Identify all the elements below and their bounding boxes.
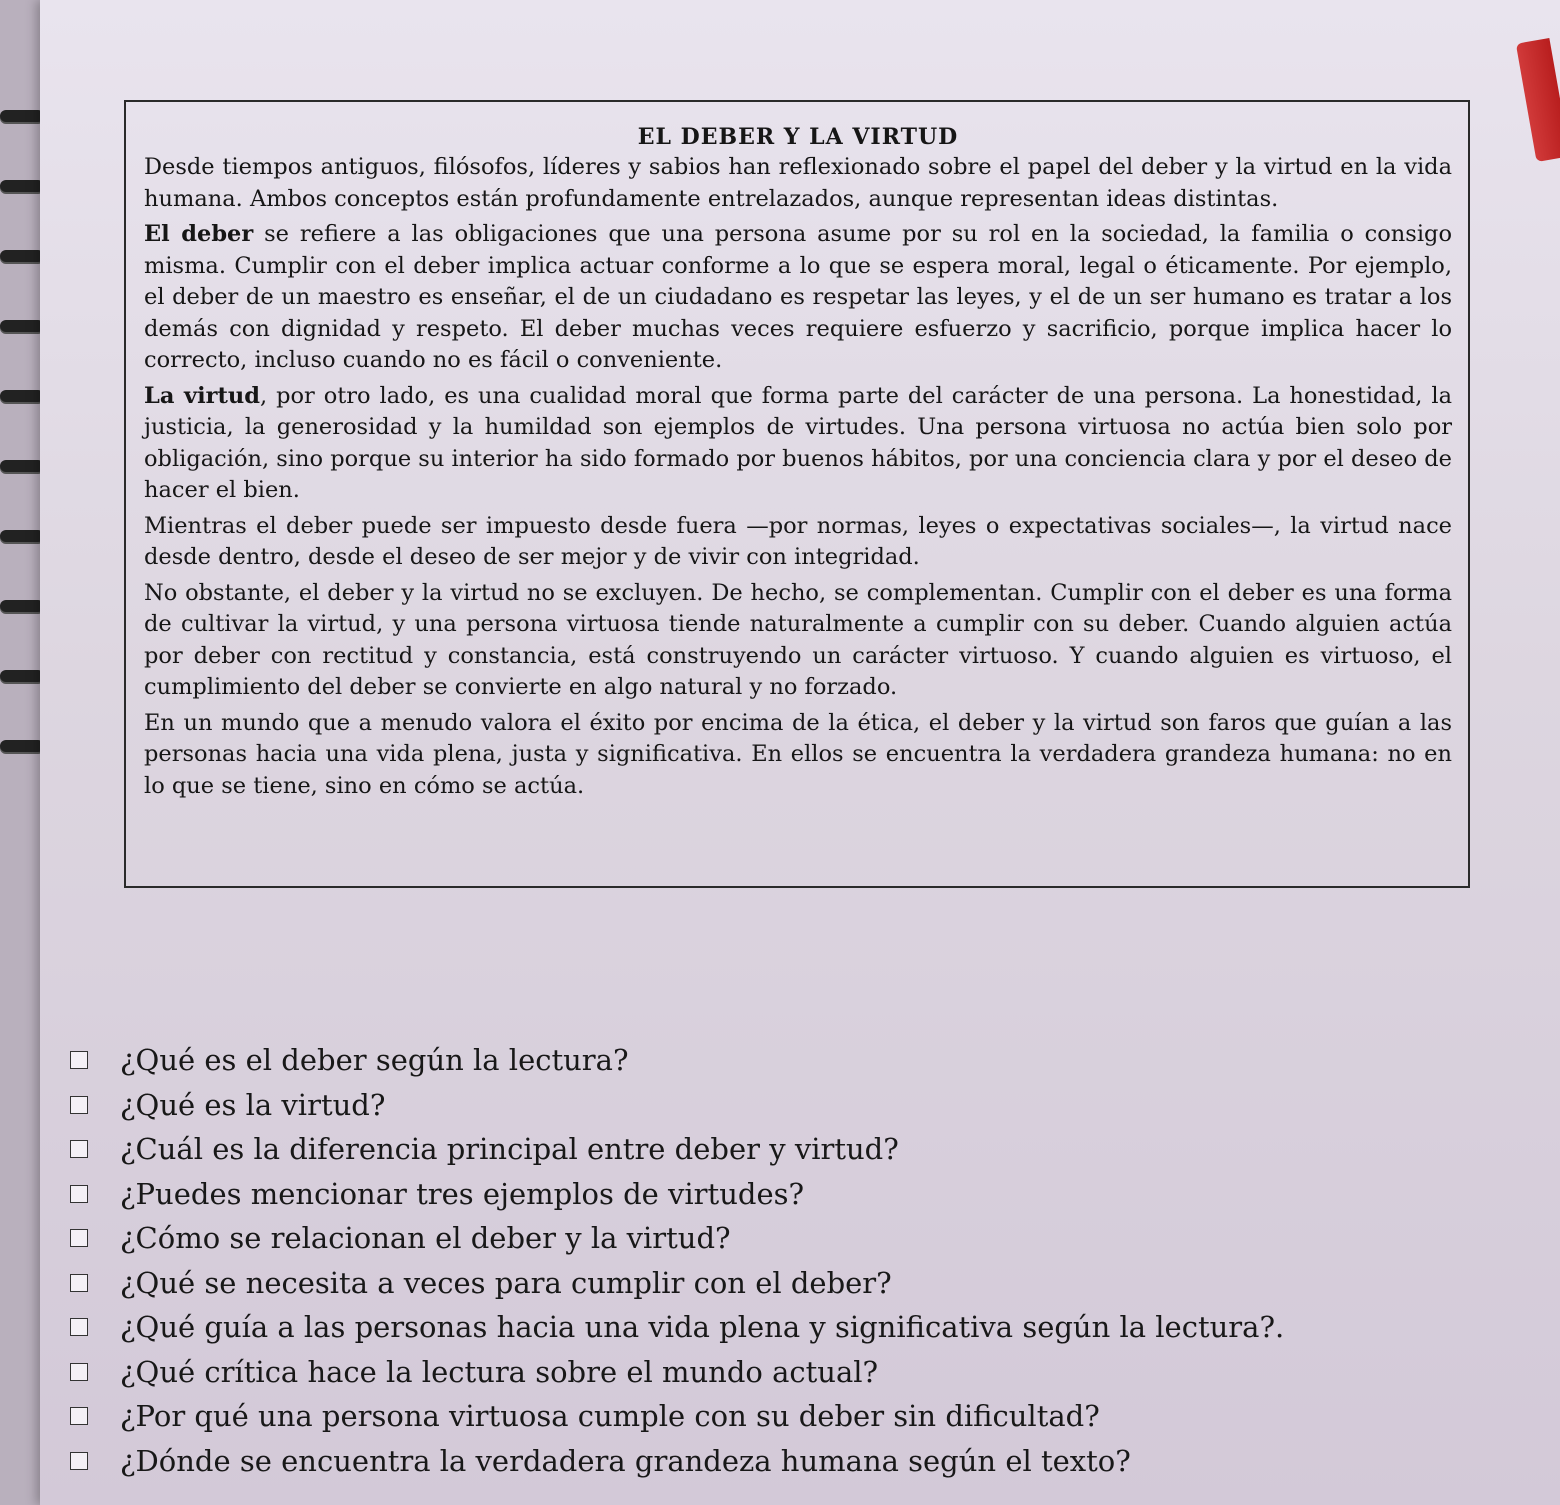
question-list xyxy=(70,1038,1530,1483)
question-text: ¿Qué es el deber según la lectura? xyxy=(120,1043,629,1078)
question-text: ¿Qué se necesita a veces para cumplir con el deber? xyxy=(120,1265,892,1300)
question-item xyxy=(70,1261,1530,1306)
binding-ring xyxy=(0,320,44,332)
reading-paragraph-intro: Desde tiempos antiguos, filósofos, líderes y sabios han reflexionado sobre el papel del deber y la virtud en la vida humana. Ambos conceptos están profundamente entrelazados, aunque representan ideas distintas. xyxy=(144,154,1452,212)
checkbox[interactable] xyxy=(70,1229,88,1247)
question-text: ¿Dónde se encuentra la verdadera grandeza humana según el texto? xyxy=(120,1443,1131,1478)
question-item xyxy=(70,1038,1530,1083)
checkbox[interactable] xyxy=(70,1185,88,1203)
question-item xyxy=(70,1216,1530,1261)
binding-ring xyxy=(0,530,44,542)
binding-ring xyxy=(0,600,44,612)
binding-ring xyxy=(0,110,44,122)
question-item xyxy=(70,1172,1530,1217)
worksheet-page xyxy=(40,0,1560,1505)
question-text: ¿Qué crítica hace la lectura sobre el mundo actual? xyxy=(120,1354,879,1389)
checkbox[interactable] xyxy=(70,1140,88,1158)
reading-paragraph-virtud xyxy=(144,381,1452,507)
checkbox[interactable] xyxy=(70,1407,88,1425)
question-item xyxy=(70,1083,1530,1128)
question-text: ¿Qué guía a las personas hacia una vida plena y significativa según la lectura?. xyxy=(120,1310,1285,1345)
term-virtud: La virtud xyxy=(144,382,260,409)
binding-ring xyxy=(0,460,44,472)
question-item xyxy=(70,1394,1530,1439)
question-text: ¿Por qué una persona virtuosa cumple con su deber sin dificultad? xyxy=(120,1399,1100,1434)
binding-ring xyxy=(0,670,44,682)
binding-ring xyxy=(0,390,44,402)
question-item xyxy=(70,1350,1530,1395)
checkbox[interactable] xyxy=(70,1318,88,1336)
checkbox[interactable] xyxy=(70,1051,88,1069)
question-text: ¿Qué es la virtud? xyxy=(120,1087,386,1122)
question-item xyxy=(70,1127,1530,1172)
paragraph-text: , por otro lado, es una cualidad moral que forma parte del carácter de una persona. La honestidad, la justicia, la generosidad y la humildad son ejemplos de virtudes. Una persona virtuosa no actúa bien solo por obligación, sino porque su interior ha sido formado por buenos hábitos, por una conciencia clara y por el deseo de hacer el bien. xyxy=(144,382,1452,503)
red-pen xyxy=(1516,38,1560,162)
question-item xyxy=(70,1305,1530,1350)
question-text: ¿Cómo se relacionan el deber y la virtud? xyxy=(120,1221,731,1256)
paragraph-text: se refiere a las obligaciones que una persona asume por su rol en la sociedad, la familia o consigo misma. Cumplir con el deber implica actuar conforme a lo que se espera moral, legal o éticamente. Por ejemplo, el deber de un maestro es enseñar, el de un ciudadano es respetar las leyes, y el de un ser humano es tratar a los demás con dignidad y respeto. El deber muchas veces requiere esfuerzo y sacrificio, porque implica hacer lo correcto, incluso cuando no es fácil o conveniente. xyxy=(144,221,1452,373)
reading-box xyxy=(124,100,1470,888)
binding-ring xyxy=(0,250,44,262)
reading-paragraph-conclusion: En un mundo que a menudo valora el éxito por encima de la ética, el deber y la virtud son faros que guían a las personas hacia una vida plena, justa y significativa. En ellos se encuentra la verdadera grandeza humana: no en lo que se tiene, sino en cómo se actúa. xyxy=(144,709,1452,799)
checkbox[interactable] xyxy=(70,1363,88,1381)
checkbox[interactable] xyxy=(70,1274,88,1292)
reading-paragraph-complement: No obstante, el deber y la virtud no se excluyen. De hecho, se complementan. Cumplir con el deber es una forma de cultivar la virtud, y una persona virtuosa tiende naturalmente a cumplir con su deber. Cuando alguien actúa por deber con rectitud y constancia, está construyendo un carácter virtuoso. Y cuando alguien es virtuoso, el cumplimiento del deber se convierte en algo natural y no forzado. xyxy=(144,579,1452,700)
question-text: ¿Cuál es la diferencia principal entre deber y virtud? xyxy=(120,1132,899,1167)
checkbox[interactable] xyxy=(70,1452,88,1470)
term-deber: El deber xyxy=(144,221,254,247)
question-text: ¿Puedes mencionar tres ejemplos de virtudes? xyxy=(120,1176,805,1211)
binding-ring xyxy=(0,740,44,752)
checkbox[interactable] xyxy=(70,1096,88,1114)
question-item xyxy=(70,1439,1530,1484)
reading-title: EL DEBER Y LA VIRTUD xyxy=(637,124,959,150)
reading-paragraph-contrast: Mientras el deber puede ser impuesto desde fuera —por normas, leyes o expectativas sociales—, la virtud nace desde dentro, desde el deseo de ser mejor y de vivir con integridad. xyxy=(144,512,1452,570)
reading-paragraph-deber xyxy=(144,219,1452,377)
binding-ring xyxy=(0,180,44,192)
